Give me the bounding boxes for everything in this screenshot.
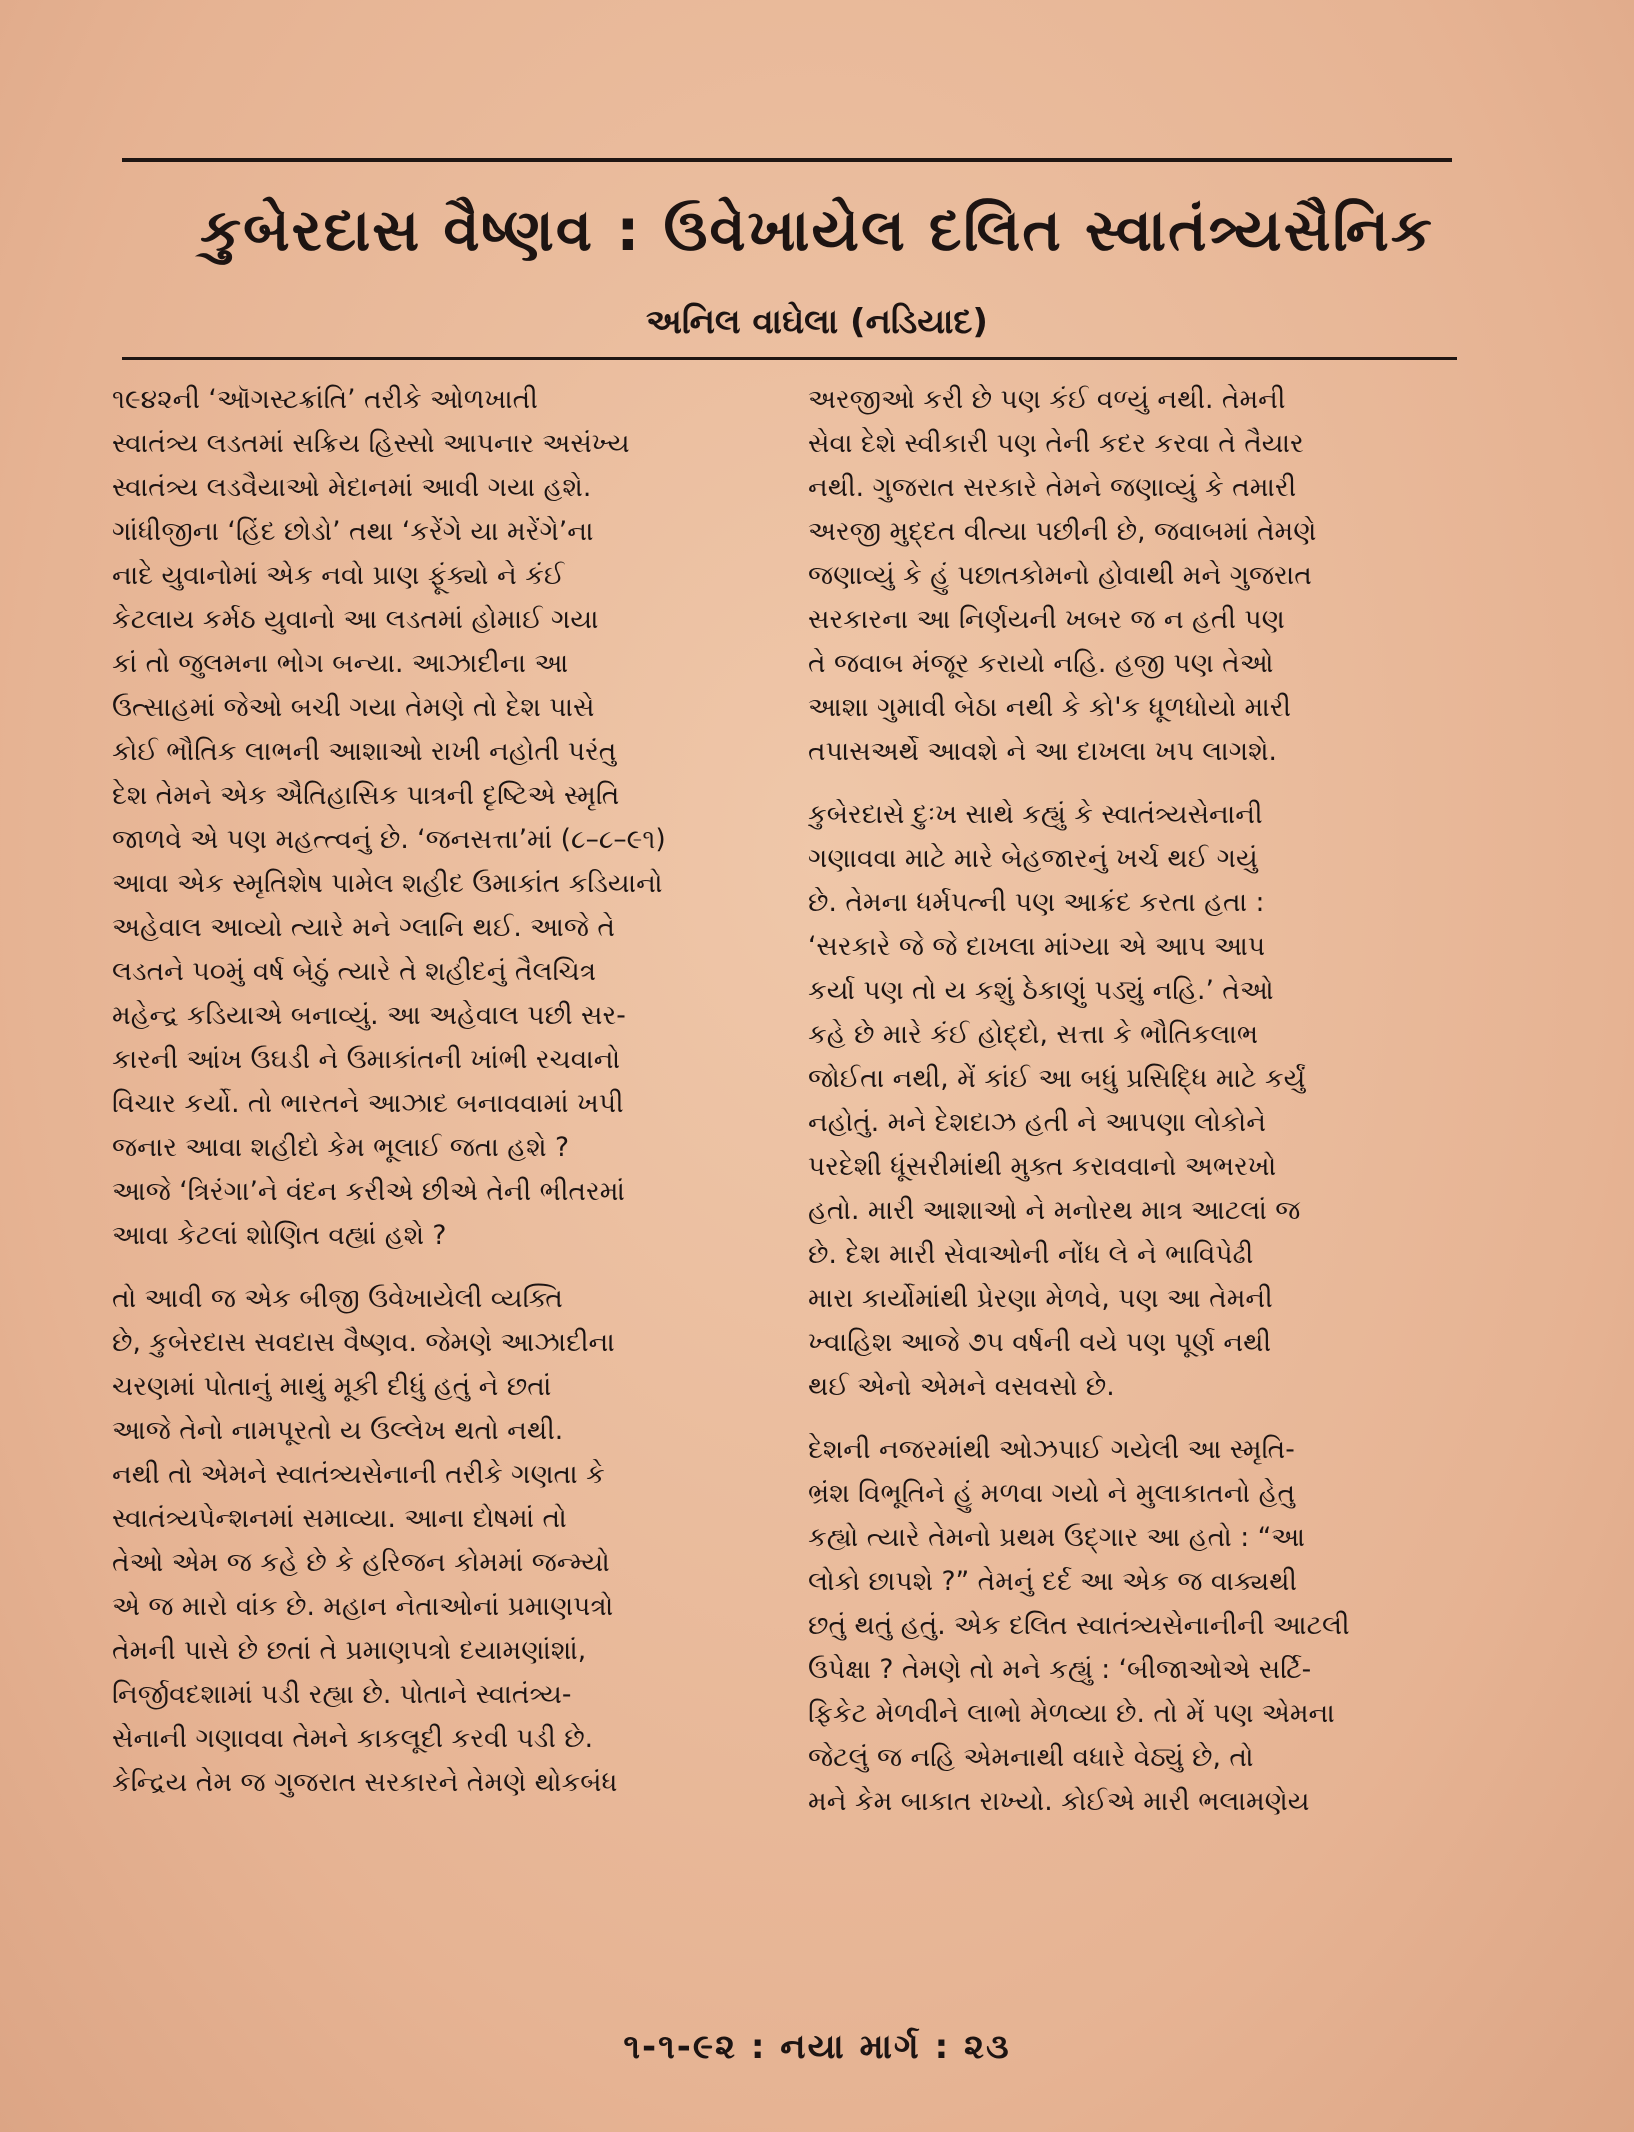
text-line: મને કેમ બાકાત રાખ્યો. કોઈએ મારી ભલામણેય <box>808 1786 1310 1817</box>
text-line: જનાર આવા શહીદો કેમ ભૂલાઈ જતા હશે ? <box>112 1132 570 1163</box>
right-column <box>808 378 1458 1824</box>
text-line: સેવા દેશે સ્વીકારી પણ તેની કદર કરવા તે તૈયાર <box>808 428 1304 459</box>
text-line: અરજીઓ કરી છે પણ કંઈ વળ્યું નથી. તેમની <box>808 384 1286 415</box>
text-line: કેટલાય કર્મઠ યુવાનો આ લડતમાં હોમાઈ ગયા <box>112 604 599 635</box>
text-line: વિચાર કર્યો. તો ભારતને આઝાદ બનાવવામાં ખપી <box>112 1088 624 1119</box>
text-line: આવા કેટલાં શોણિત વહ્યાં હશે ? <box>112 1220 447 1251</box>
text-line: જોઈતા નથી, મેં કાંઈ આ બધું પ્રસિદ્ધિ માટે કર્યું <box>808 1063 1306 1094</box>
text-line: આજે ‘ત્રિરંગા’ને વંદન કરીએ છીએ તેની ભીતરમાં <box>112 1176 625 1207</box>
text-line: છે. તેમના ધર્મપત્ની પણ આક્રંદ કરતા હતા : <box>808 887 1265 918</box>
text-line: મહેન્દ્ર કડિયાએ બનાવ્યું. આ અહેવાલ પછી સર- <box>112 1000 626 1031</box>
text-line: કુબેરદાસે દુઃખ સાથે કહ્યું કે સ્વાતંત્ર્યસેનાની <box>808 799 1263 830</box>
paragraph <box>808 793 1458 1409</box>
text-line: એ જ મારો વાંક છે. મહાન નેતાઓનાં પ્રમાણપત્રો <box>112 1591 614 1622</box>
text-line: નહોતું. મને દેશદાઝ હતી ને આપણા લોકોને <box>808 1107 1267 1138</box>
text-line: થઈ એનો એમને વસવસો છે. <box>808 1371 1115 1402</box>
text-line: સરકારના આ નિર્ણયની ખબર જ ન હતી પણ <box>808 604 1285 635</box>
text-line: તપાસઅર્થે આવશે ને આ દાખલા ખપ લાગશે. <box>808 736 1277 767</box>
text-line: દેશની નજરમાંથી ઓઝપાઈ ગયેલી આ સ્મૃતિ- <box>808 1434 1295 1465</box>
text-line: ઉત્સાહમાં જેઓ બચી ગયા તેમણે તો દેશ પાસે <box>112 692 595 723</box>
text-line: તો આવી જ એક બીજી ઉવેખાયેલી વ્યક્તિ <box>112 1283 563 1314</box>
text-line: ભ્રંશ વિભૂતિને હું મળવા ગયો ને મુલાકાતનો હેતુ <box>808 1478 1296 1509</box>
text-line: છે, કુબેરદાસ સવદાસ વૈષ્ણવ. જેમણે આઝાદીના <box>112 1327 615 1358</box>
text-line: ફિકેટ મેળવીને લાભો મેળવ્યા છે. તો મેં પણ એમના <box>808 1698 1335 1729</box>
text-line: ગણાવવા માટે મારે બેહજારનું ખર્ચ થઈ ગયું <box>808 843 1258 874</box>
text-line: આજે તેનો નામપૂરતો ય ઉલ્લેખ થતો નથી. <box>112 1415 564 1446</box>
byline-rule <box>122 357 1457 360</box>
text-line: દેશ તેમને એક ઐતિહાસિક પાત્રની દૃષ્ટિએ સ્મૃતિ <box>112 780 620 811</box>
text-line: ૧૯૪૨ની ‘ઑગસ્ટક્રાંતિ’ તરીકે ઓળખાતી <box>112 384 538 415</box>
text-line: છતું થતું હતું. એક દલિત સ્વાતંત્ર્યસેનાનીની આટલી <box>808 1610 1350 1641</box>
paragraph <box>112 378 762 1258</box>
text-line: કહ્યો ત્યારે તેમનો પ્રથમ ઉદ્ગાર આ હતો : “આ <box>808 1522 1306 1553</box>
text-line: તે જવાબ મંજૂર કરાયો નહિ. હજી પણ તેઓ <box>808 648 1274 679</box>
text-line: ગાંધીજીના ‘હિંદ છોડો’ તથા ‘કરેંગે યા મરેંગે’ના <box>112 516 594 547</box>
article-byline: અનિલ વાઘેલા (નડિયાદ) <box>646 302 988 342</box>
text-line: આશા ગુમાવી બેઠા નથી કે કો'ક ધૂળધોયો મારી <box>808 692 1292 723</box>
text-line: જણાવ્યું કે હું પછાતકોમનો હોવાથી મને ગુજરાત <box>808 560 1312 591</box>
text-line: કર્યા પણ તો ય કશું ઠેકાણું પડ્યું નહિ.’ તેઓ <box>808 975 1274 1006</box>
text-line: નથી. ગુજરાત સરકારે તેમને જણાવ્યું કે તમારી <box>808 472 1297 503</box>
page-footer: ૧-૧-૯૨ : નયા માર્ગ : ૨૩ <box>623 2027 1011 2067</box>
text-line: જેટલું જ નહિ એમનાથી વધારે વેઠ્યું છે, તો <box>808 1742 1254 1773</box>
text-line: નિર્જીવદશામાં પડી રહ્યા છે. પોતાને સ્વાતંત્ર્ય- <box>112 1679 572 1710</box>
text-line: અરજી મુદ્દત વીત્યા પછીની છે, જવાબમાં તેમણે <box>808 516 1317 547</box>
text-line: મારા કાર્યોમાંથી પ્રેરણા મેળવે, પણ આ તેમની <box>808 1283 1273 1314</box>
article-title: કુબેરદાસ વૈષ્ણવ : ઉવેખાયેલ દલિત સ્વાતંત્ર્યસૈનિક <box>200 196 1434 264</box>
text-line: ખ્વાહિશ આજે ૭૫ વર્ષની વયે પણ પૂર્ણ નથી <box>808 1327 1272 1358</box>
text-line: છે. દેશ મારી સેવાઓની નોંધ લે ને ભાવિપેઢી <box>808 1239 1254 1270</box>
text-line: કહે છે મારે કંઈ હોદ્દો, સત્તા કે ભૌતિકલાભ <box>808 1019 1259 1050</box>
text-line: પરદેશી ધૂંસરીમાંથી મુક્ત કરાવવાનો અભરખો <box>808 1151 1277 1182</box>
paragraph-gap <box>112 1258 762 1277</box>
text-line: સ્વાતંત્ર્યપેન્શનમાં સમાવ્યા. આના દોષમાં તો <box>112 1503 567 1534</box>
top-rule <box>122 158 1452 162</box>
text-line: કાં તો જુલમના ભોગ બન્યા. આઝાદીના આ <box>112 648 569 679</box>
paragraph-gap <box>808 1409 1458 1428</box>
text-line: નથી તો એમને સ્વાતંત્ર્યસેનાની તરીકે ગણતા કે <box>112 1459 605 1490</box>
paragraph <box>112 1277 762 1805</box>
text-line: તેઓ એમ જ કહે છે કે હરિજન કોમમાં જન્મ્યો <box>112 1547 610 1578</box>
text-line: સ્વાતંત્ર્ય લડવૈયાઓ મેદાનમાં આવી ગયા હશે. <box>112 472 592 503</box>
text-line: સ્વાતંત્ર્ય લડતમાં સક્રિય હિસ્સો આપનાર અસંખ્ય <box>112 428 630 459</box>
text-line: આવા એક સ્મૃતિશેષ પામેલ શહીદ ઉમાકાંત કડિયાનો <box>112 868 663 899</box>
paragraph <box>808 378 1458 774</box>
text-line: કારની આંખ ઉઘડી ને ઉમાકાંતની ખાંભી રચવાનો <box>112 1044 621 1075</box>
text-line: નાદે યુવાનોમાં એક નવો પ્રાણ ફૂંક્યો ને કંઈ <box>112 560 565 591</box>
text-line: ‘સરકારે જે જે દાખલા માંગ્યા એ આપ આપ <box>808 931 1266 962</box>
text-line: લોકો છાપશે ?” તેમનું દર્દ આ એક જ વાક્યથી <box>808 1566 1297 1597</box>
text-line: ઉપેક્ષા ? તેમણે તો મને કહ્યું : ‘બીજાઓએ સર્ટિ- <box>808 1654 1312 1685</box>
text-line: લડતને ૫૦મું વર્ષ બેઠું ત્યારે તે શહીદનું તૈલચિત્ર <box>112 956 596 987</box>
text-line: સેનાની ગણાવવા તેમને કાકલૂદી કરવી પડી છે. <box>112 1723 594 1754</box>
text-line: ચરણમાં પોતાનું માથું મૂકી દીધું હતું ને છતાં <box>112 1371 552 1402</box>
paragraph-gap <box>808 774 1458 793</box>
text-line: હતો. મારી આશાઓ ને મનોરથ માત્ર આટલાં જ <box>808 1195 1301 1226</box>
left-column <box>112 378 762 1805</box>
paragraph <box>808 1428 1458 1824</box>
text-line: કોઈ ભૌતિક લાભની આશાઓ રાખી નહોતી પરંતુ <box>112 736 617 767</box>
text-line: કેન્દ્રિય તેમ જ ગુજરાત સરકારને તેમણે થોકબંધ <box>112 1767 618 1798</box>
text-line: અહેવાલ આવ્યો ત્યારે મને ગ્લાનિ થઈ. આજે તે <box>112 912 615 943</box>
text-line: તેમની પાસે છે છતાં તે પ્રમાણપત્રો દયામણાંશાં, <box>112 1635 587 1666</box>
text-line: જાળવે એ પણ મહત્ત્વનું છે. ‘જનસત્તા’માં (૮–૮–૯૧) <box>112 824 666 855</box>
